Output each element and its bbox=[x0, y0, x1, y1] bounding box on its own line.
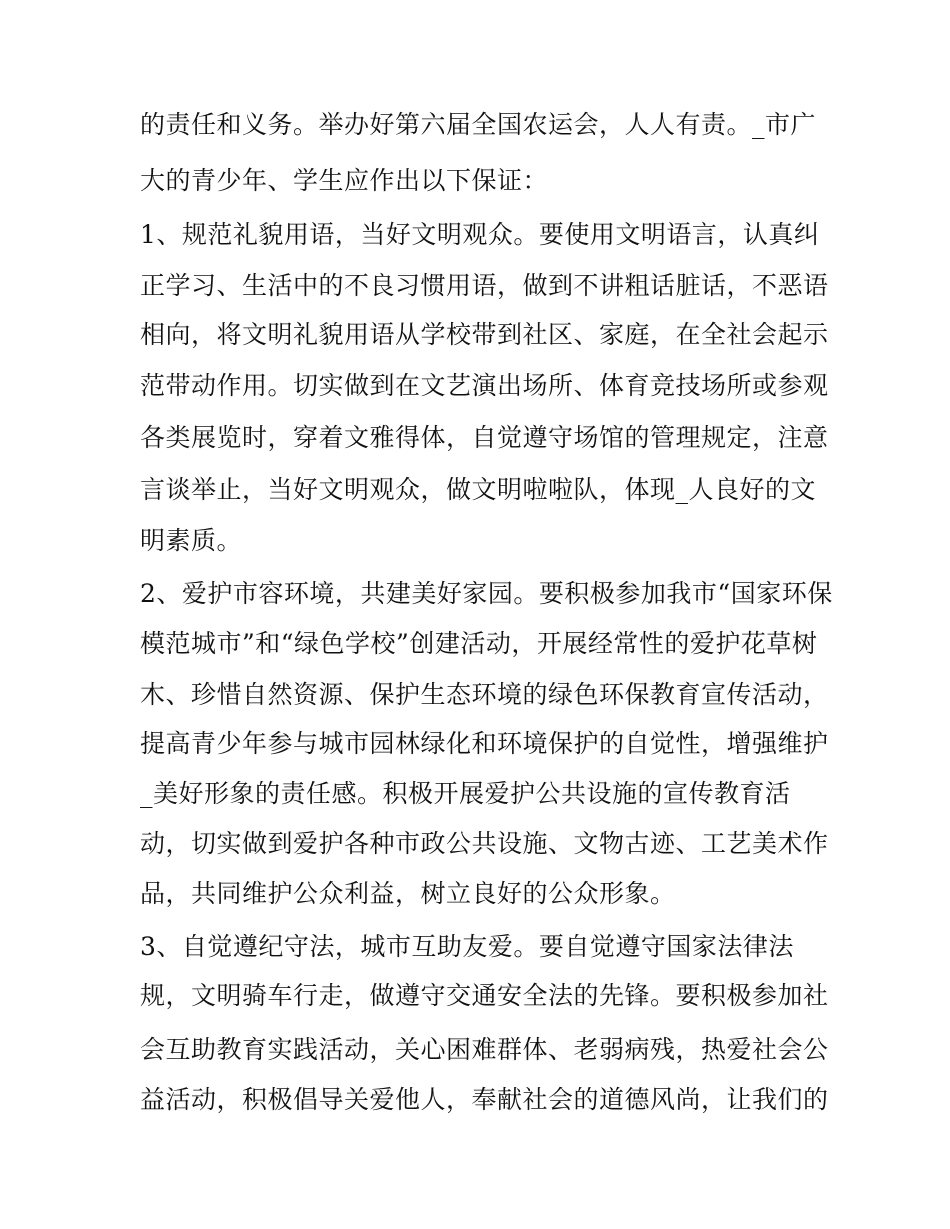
text-line: 各类展览时，穿着文雅得体，自觉遵守场馆的管理规定，注意 bbox=[140, 423, 829, 452]
text-line: 正学习、生活中的不良习惯用语，做到不讲粗话脏话，不恶语 bbox=[140, 271, 829, 300]
text-line: 品，共同维护公众利益，树立良好的公众形象。 bbox=[140, 879, 676, 908]
text-line: 范带动作用。切实做到在文艺演出场所、体育竞技场所或参观 bbox=[140, 371, 829, 400]
text-line: 1、规范礼貌用语，当好文明观众。要使用文明语言，认真纠 bbox=[140, 220, 820, 249]
text-line: 模范城市”和“绿色学校”创建活动，开展经常性的爱护花草树 bbox=[140, 629, 818, 658]
text-line: 相向，将文明礼貌用语从学校带到社区、家庭，在全社会起示 bbox=[140, 320, 829, 349]
text-line: 动，切实做到爱护各种市政公共设施、文物古迹、工艺美术作 bbox=[140, 829, 829, 858]
text-line: 2、爱护市容环境，共建美好家园。要积极参加我市“国家环保 bbox=[140, 579, 833, 608]
text-line: 大的青少年、学生应作出以下保证： bbox=[140, 166, 549, 195]
text-line: 3、自觉遵纪守法，城市互助友爱。要自觉遵守国家法律法 bbox=[140, 932, 794, 961]
text-line: 木、珍惜自然资源、保护生态环境的绿色环保教育宣传活动， bbox=[140, 680, 829, 709]
text-line: _美好形象的责任感。积极开展爱护公共设施的宣传教育活 bbox=[140, 779, 791, 808]
text-line: 言谈举止，当好文明观众，做文明啦啦队，体现_人良好的文 bbox=[140, 475, 817, 504]
text-line: 规，文明骑车行走，做遵守交通安全法的先锋。要积极参加社 bbox=[140, 981, 829, 1010]
text-line: 的责任和义务。举办好第六届全国农运会，人人有责。_市广 bbox=[140, 110, 817, 139]
text-line: 益活动，积极倡导关爱他人，奉献社会的道德风尚，让我们的 bbox=[140, 1085, 829, 1114]
text-line: 会互助教育实践活动，关心困难群体、老弱病残，热爱社会公 bbox=[140, 1035, 829, 1064]
text-line: 明素质。 bbox=[140, 526, 243, 555]
text-line: 提高青少年参与城市园林绿化和环境保护的自觉性，增强维护 bbox=[140, 729, 829, 758]
